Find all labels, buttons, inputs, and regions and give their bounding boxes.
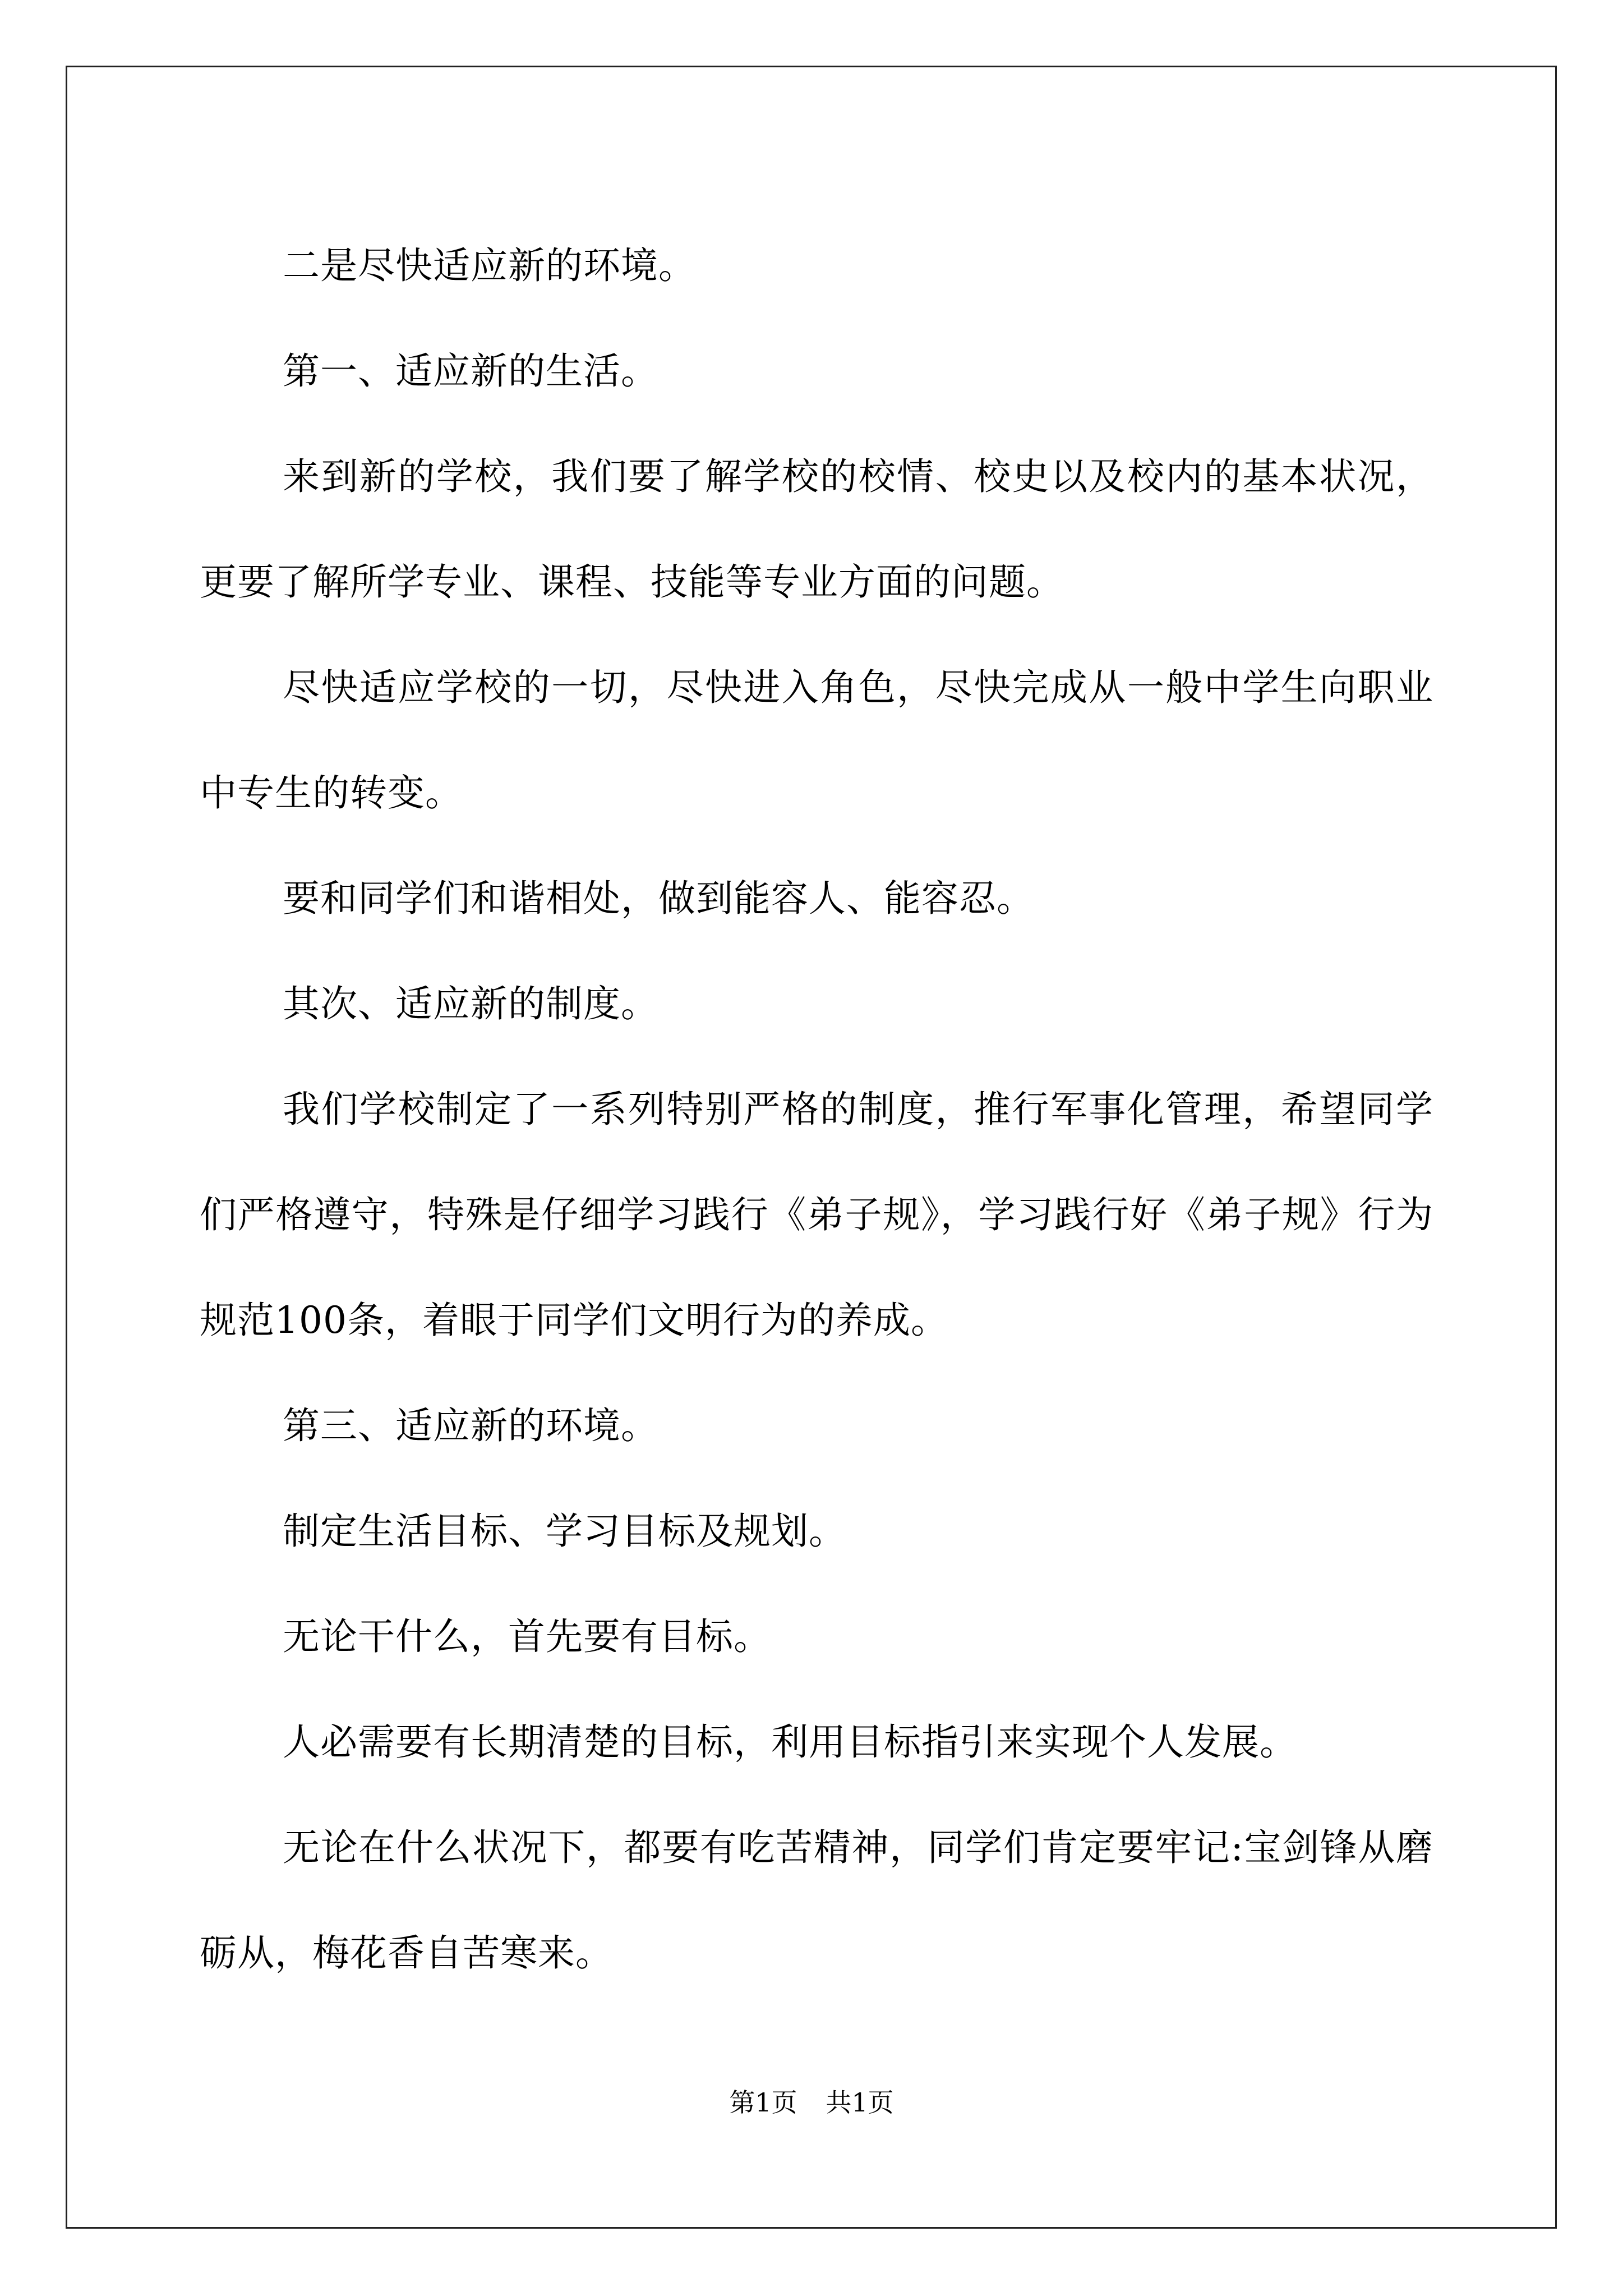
paragraph: 无论在什么状况下，都要有吃苦精神，同学们肯定要牢记:宝剑锋从磨砺从，梅花香自苦寒来。 bbox=[200, 1826, 1433, 1975]
paragraph: 来到新的学校，我们要了解学校的校情、校史以及校内的基本状况，更要了解所学专业、课程、技能等专业方面的问题。 bbox=[200, 455, 1433, 604]
paragraph: 尽快适应学校的一切，尽快进入角色，尽快完成从一般中学生向职业中专生的转变。 bbox=[200, 666, 1433, 815]
paragraph: 无论干什么，首先要有目标。 bbox=[283, 1615, 771, 1658]
page-number: 第1页 bbox=[729, 2087, 797, 2118]
paragraph: 要和同学们和谐相处，做到能容人、能容忍。 bbox=[283, 877, 1034, 920]
paragraph: 制定生活目标、学习目标及规划。 bbox=[283, 1510, 846, 1553]
paragraph: 第三、适应新的环境。 bbox=[283, 1404, 658, 1447]
paragraph: 第一、适应新的生活。 bbox=[283, 349, 658, 393]
paragraph: 人必需要有长期清楚的目标，利用目标指引来实现个人发展。 bbox=[283, 1720, 1297, 1764]
page-total: 共1页 bbox=[826, 2087, 894, 2118]
paragraph: 二是尽快适应新的环境。 bbox=[283, 244, 696, 287]
paragraph: 其次、适应新的制度。 bbox=[283, 982, 658, 1025]
page-footer bbox=[0, 2086, 1623, 2119]
document-body bbox=[200, 213, 1433, 2006]
paragraph: 我们学校制定了一系列特别严格的制度，推行军事化管理，希望同学们严格遵守，特殊是仔细学习践行《弟子规》，学习践行好《弟子规》行为规范100条，着眼于同学们文明行为的养成。 bbox=[200, 1088, 1433, 1342]
